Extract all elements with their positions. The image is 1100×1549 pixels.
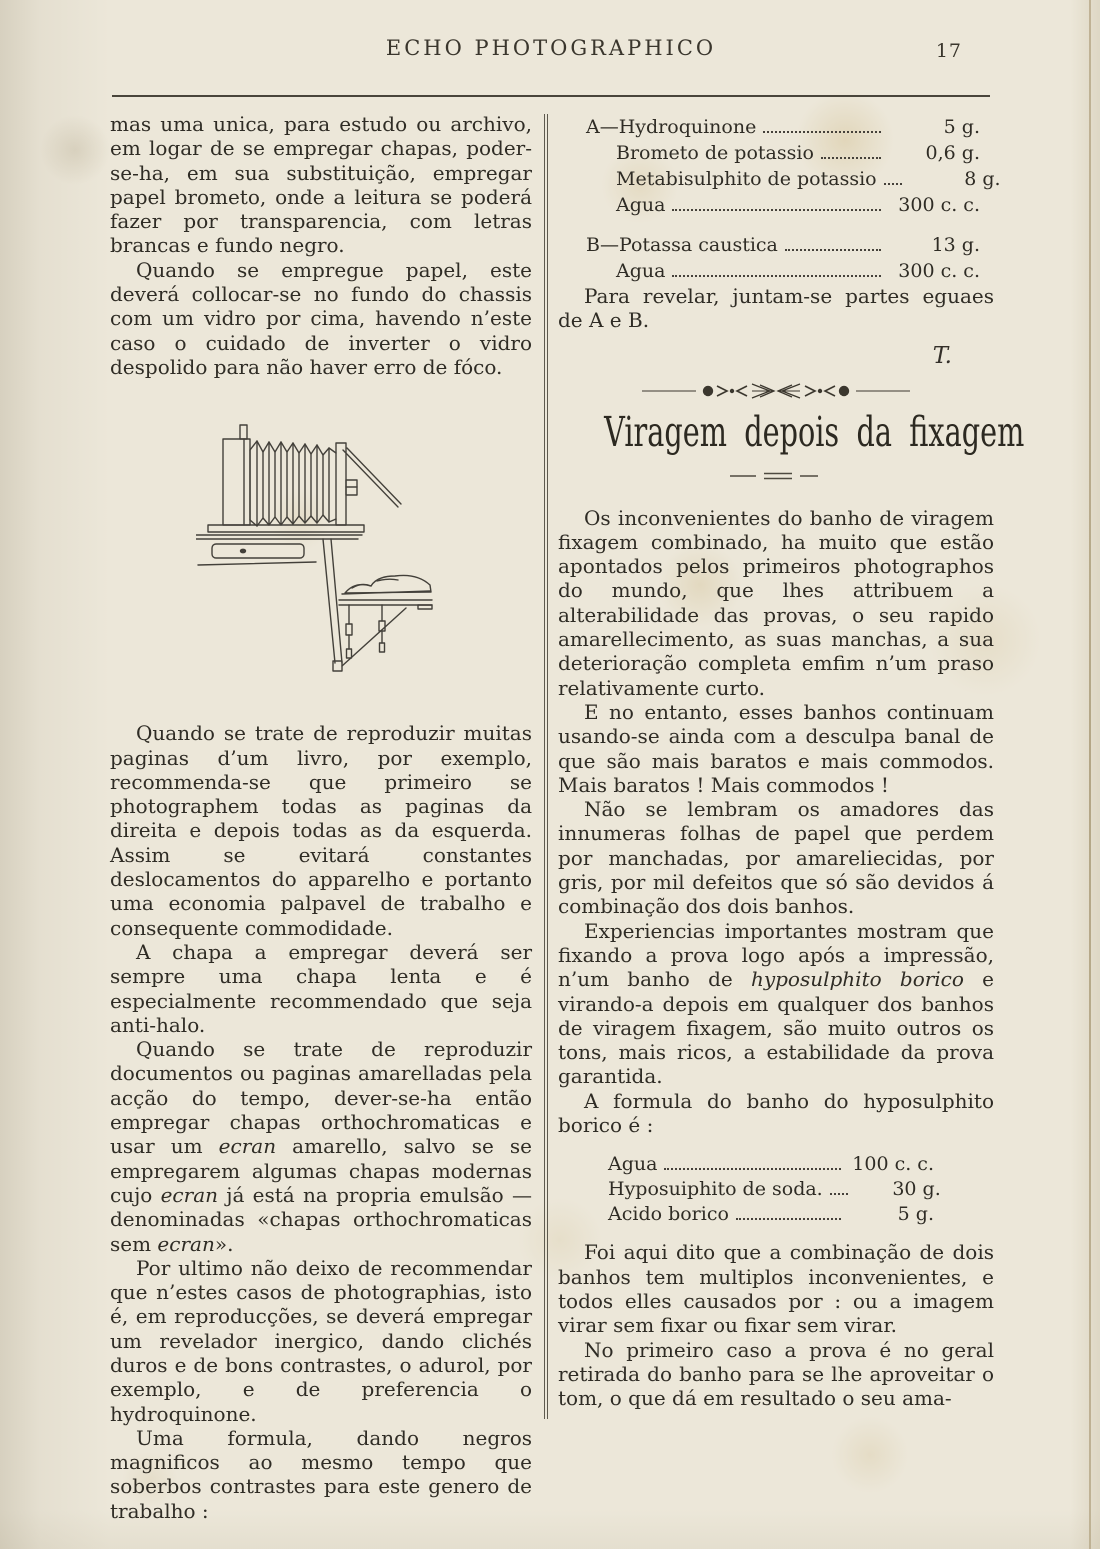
formula-label: Agua — [616, 260, 666, 282]
header-rule — [112, 95, 990, 97]
paragraph: Por ultimo não deixo de recommendar que n’estes casos de photographias, isto é, em reproducções, se deverá empregar um revelador inergico, dando clichés duros e de bons contrastes, o adurol, por exemplo, e de preferencia o hydroquinone. — [110, 1255, 532, 1426]
dot-leader — [830, 1193, 848, 1195]
formula-label: Agua — [616, 194, 666, 216]
formula-value: 300 c. c. — [898, 260, 980, 282]
formula-label: Hyposuiphito de soda. — [608, 1178, 823, 1201]
paragraph: Experiencias importantes mostram que fixando a prova logo após a impressão, n’um banho de hyposulphito borico e virando-a depois em qualquer dos banhos de viragem fixagem, são muito outros os tons, mais ricos, a estabilidade da prova garantida. — [558, 918, 994, 1089]
dot-leader — [884, 183, 902, 185]
left-column — [110, 112, 532, 1523]
bellows-camera-illustration-icon — [196, 423, 458, 675]
subdivider-icon — [730, 470, 822, 482]
formula-label: Agua — [608, 1153, 658, 1176]
formula-row — [586, 114, 980, 140]
column-divider-rule — [544, 114, 548, 1419]
paragraph: Uma formula, dando negros magnificos ao mesmo tempo que soberbos contrastes para este genero de trabalho : — [110, 1425, 532, 1523]
paragraph: No primeiro caso a prova é no geral retirada do banho para se lhe aproveitar o tom, o que dá em resultado o seu ama- — [558, 1337, 994, 1411]
paragraph: Quando se trate de reproduzir muitas paginas d’um livro, por exemplo, recommenda-se que primeiro se photographem todas as paginas da direita e depois todas as da esquerda. Assim se evitará constantes deslocamentos do apparelho e portanto uma economia palpavel de trabalho e consequente commodidade. — [110, 721, 532, 940]
formula-value: 8 g. — [964, 168, 1001, 190]
paragraph: Não se lembram os amadores das innumeras folhas de papel que perdem por manchadas, por amareliecidas, por gris, por mil defeitos que só são devidos á combinação dos dois banhos. — [558, 797, 994, 919]
dot-leader — [672, 209, 881, 211]
formula-value: 13 g. — [931, 234, 980, 256]
developer-formula-b — [586, 232, 980, 284]
formula-label: B—Potassa caustica — [586, 234, 778, 256]
formula-row — [608, 1152, 934, 1177]
formula-value: 5 g. — [943, 116, 980, 138]
formula-label: A—Hydroquinone — [586, 116, 757, 138]
dot-leader — [664, 1168, 841, 1170]
formula-row — [608, 1202, 934, 1227]
figure-bellows-camera — [196, 423, 458, 675]
developer-formula-a — [586, 114, 1001, 218]
formula-row — [586, 140, 980, 166]
dot-leader — [736, 1218, 841, 1220]
formula-value: 5 g. — [897, 1203, 934, 1226]
page-number: 17 — [935, 40, 962, 62]
dot-leader — [821, 157, 881, 159]
paragraph: Para revelar, juntam-se partes eguaes de A e B. — [558, 284, 994, 333]
paragraph: mas uma unica, para estudo ou archivo, em logar de se empregar chapas, poder-se-ha, em sua substituição, empregar papel brometo, onde a leitura se poderá fazer por transparencia, com letras brancas e fundo negro. — [110, 112, 532, 258]
article-body — [558, 506, 994, 1411]
paragraph: Os inconvenientes do banho de viragem fixagem combinado, ha muito que estão apontados pelos primeiros photographos do mundo, que lhes attribuem a alterabilidade das provas, o seu rapido amarellecimento, as suas manchas, a sua deterioração completa emfim n’um praso relativamente curto. — [558, 505, 994, 700]
paragraph: Foi aqui dito que a combinação de dois banhos tem multiplos inconvenientes, e todos elles causados por : ou a imagem virar sem fixar ou fixar sem virar. — [558, 1240, 994, 1338]
hyposulphite-bath-formula — [608, 1152, 941, 1227]
dot-leader — [672, 275, 881, 277]
paragraph: Quando se empregue papel, este deverá collocar-se no fundo do chassis com um vidro por cima, havendo n’este caso o cuidado de inverter o vidro despolido para não haver erro de fóco. — [110, 257, 532, 379]
formula-value: 100 c. c. — [852, 1153, 934, 1176]
title-subdivider — [558, 467, 994, 486]
dot-leader — [785, 249, 881, 251]
article-title: Viragem depois da fixagem — [604, 408, 1025, 457]
paragraph: A chapa a empregar deverá ser sempre uma chapa lenta e é especialmente recommendado que seja anti-halo. — [110, 939, 532, 1037]
page-edge-line — [1089, 0, 1091, 1549]
formula-label: Metabisulphito de potassio — [616, 168, 877, 190]
formula-row — [608, 1177, 941, 1202]
paragraph: E no entanto, esses banhos continuam usando-se ainda com a desculpa banal de que são mais baratos e mais commodos. Mais baratos ! Mais commodos ! — [558, 699, 994, 797]
ornament-divider-icon — [640, 381, 912, 401]
formula-row — [586, 192, 980, 218]
section-ornament — [558, 381, 994, 405]
right-column — [558, 112, 1025, 1411]
formula-label: Acido borico — [608, 1203, 729, 1226]
formula-row — [586, 232, 980, 258]
dot-leader — [763, 131, 881, 133]
author-signature: T. — [932, 342, 952, 369]
formula-row — [586, 258, 980, 284]
formula-label: Brometo de potassio — [616, 142, 814, 164]
paragraph: Quando se trate de reproduzir documentos ou paginas amarelladas pela acção do tempo, dever-se-ha então empregar chapas orthochromaticas e usar um ecran amarello, salvo se se empregarem algumas chapas modernas cujo ecran já está na propria emulsão — denominadas «chapas orthochromaticas sem ecran». — [110, 1037, 532, 1256]
paragraph: A formula do banho do hyposulphito borico é : — [558, 1088, 994, 1138]
formula-value: 30 g. — [892, 1178, 941, 1201]
formula-value: 0,6 g. — [925, 142, 980, 164]
two-column-layout — [110, 112, 1100, 1523]
formula-value: 300 c. c. — [898, 194, 980, 216]
journal-title: ECHO PHOTOGRAPHICO — [385, 36, 717, 60]
formula-row — [586, 166, 1001, 192]
page-header — [112, 0, 990, 85]
